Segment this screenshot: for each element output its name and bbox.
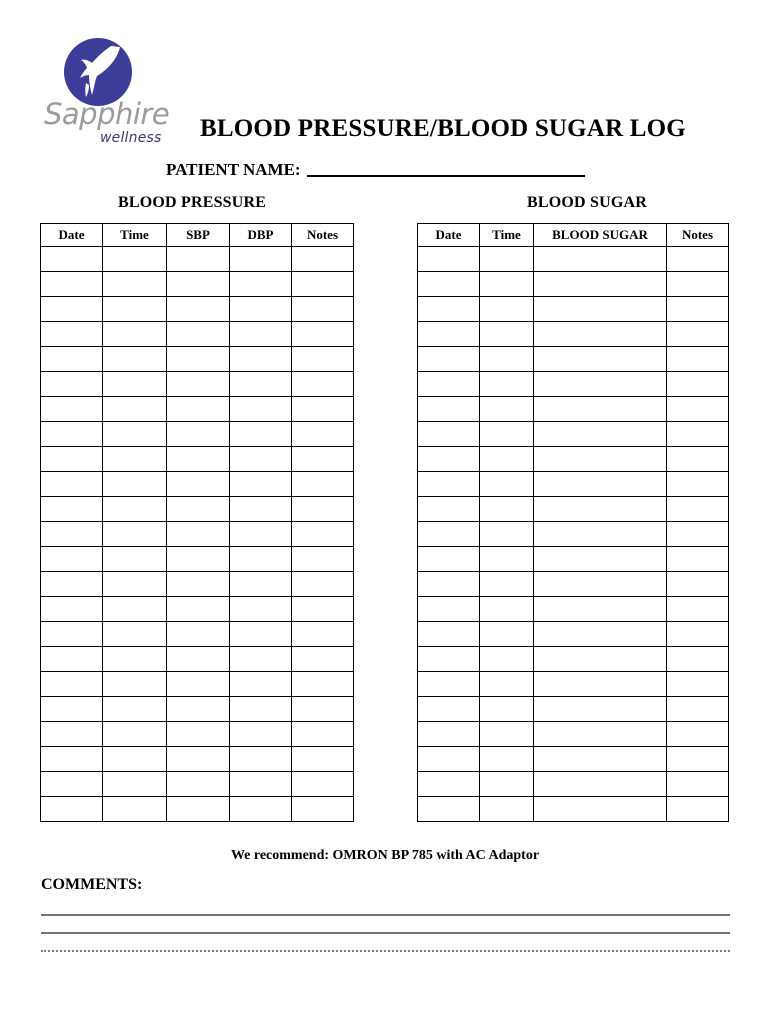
blood-pressure-cell[interactable] bbox=[292, 372, 354, 397]
blood-sugar-cell[interactable] bbox=[418, 322, 480, 347]
blood-pressure-cell[interactable] bbox=[167, 647, 230, 672]
blood-sugar-cell[interactable] bbox=[667, 247, 729, 272]
blood-sugar-cell[interactable] bbox=[667, 272, 729, 297]
blood-pressure-cell[interactable] bbox=[292, 397, 354, 422]
table-row bbox=[41, 447, 354, 472]
blood-sugar-cell[interactable] bbox=[480, 697, 534, 722]
table-row bbox=[418, 797, 729, 822]
table-row bbox=[41, 747, 354, 772]
blood-sugar-cell[interactable] bbox=[667, 397, 729, 422]
blood-pressure-cell[interactable] bbox=[292, 447, 354, 472]
blood-sugar-cell[interactable] bbox=[667, 297, 729, 322]
blood-pressure-column-header: SBP bbox=[167, 224, 230, 247]
blood-pressure-cell[interactable] bbox=[103, 372, 167, 397]
blood-pressure-cell[interactable] bbox=[230, 697, 292, 722]
table-row bbox=[418, 297, 729, 322]
blood-sugar-column-header: Time bbox=[480, 224, 534, 247]
blood-pressure-cell[interactable] bbox=[103, 447, 167, 472]
table-row bbox=[418, 347, 729, 372]
blood-sugar-cell[interactable] bbox=[534, 522, 667, 547]
blood-sugar-cell[interactable] bbox=[480, 672, 534, 697]
blood-pressure-cell[interactable] bbox=[292, 272, 354, 297]
blood-pressure-cell[interactable] bbox=[292, 547, 354, 572]
blood-pressure-cell[interactable] bbox=[41, 397, 103, 422]
comment-line[interactable] bbox=[41, 932, 730, 934]
blood-sugar-cell[interactable] bbox=[480, 347, 534, 372]
blood-pressure-cell[interactable] bbox=[103, 572, 167, 597]
blood-pressure-cell[interactable] bbox=[167, 247, 230, 272]
patient-name-label: PATIENT NAME: bbox=[166, 160, 301, 179]
blood-sugar-cell[interactable] bbox=[534, 772, 667, 797]
blood-pressure-cell[interactable] bbox=[230, 622, 292, 647]
blood-pressure-cell[interactable] bbox=[41, 422, 103, 447]
blood-sugar-cell[interactable] bbox=[534, 347, 667, 372]
blood-sugar-table bbox=[417, 223, 729, 822]
blood-pressure-cell[interactable] bbox=[292, 522, 354, 547]
blood-pressure-cell[interactable] bbox=[41, 772, 103, 797]
blood-pressure-cell[interactable] bbox=[41, 722, 103, 747]
blood-pressure-cell[interactable] bbox=[103, 247, 167, 272]
blood-pressure-cell[interactable] bbox=[292, 497, 354, 522]
blood-pressure-cell[interactable] bbox=[103, 722, 167, 747]
blood-pressure-column-header: DBP bbox=[230, 224, 292, 247]
blood-sugar-cell[interactable] bbox=[480, 522, 534, 547]
blood-pressure-cell[interactable] bbox=[292, 722, 354, 747]
blood-pressure-cell[interactable] bbox=[230, 397, 292, 422]
table-row bbox=[41, 372, 354, 397]
blood-sugar-cell[interactable] bbox=[667, 597, 729, 622]
blood-pressure-cell[interactable] bbox=[292, 597, 354, 622]
blood-pressure-cell[interactable] bbox=[230, 272, 292, 297]
blood-sugar-cell[interactable] bbox=[667, 547, 729, 572]
blood-sugar-cell[interactable] bbox=[418, 447, 480, 472]
blood-sugar-cell[interactable] bbox=[534, 722, 667, 747]
table-row bbox=[41, 672, 354, 697]
blood-sugar-cell[interactable] bbox=[534, 572, 667, 597]
blood-sugar-cell[interactable] bbox=[480, 372, 534, 397]
blood-pressure-cell[interactable] bbox=[167, 772, 230, 797]
table-row bbox=[41, 297, 354, 322]
table-row bbox=[418, 522, 729, 547]
blood-sugar-cell[interactable] bbox=[667, 447, 729, 472]
blood-sugar-cell[interactable] bbox=[534, 622, 667, 647]
blood-pressure-cell[interactable] bbox=[41, 597, 103, 622]
table-row bbox=[418, 747, 729, 772]
blood-pressure-cell[interactable] bbox=[230, 647, 292, 672]
hummingbird-icon bbox=[64, 38, 132, 106]
blood-sugar-cell[interactable] bbox=[418, 522, 480, 547]
blood-pressure-column-header: Time bbox=[103, 224, 167, 247]
brand-tagline: wellness bbox=[100, 130, 162, 146]
blood-sugar-cell[interactable] bbox=[667, 697, 729, 722]
table-row bbox=[41, 247, 354, 272]
blood-sugar-cell[interactable] bbox=[667, 747, 729, 772]
blood-pressure-cell[interactable] bbox=[41, 497, 103, 522]
blood-pressure-cell[interactable] bbox=[103, 672, 167, 697]
blood-sugar-cell[interactable] bbox=[480, 597, 534, 622]
blood-sugar-cell[interactable] bbox=[418, 772, 480, 797]
blood-sugar-cell[interactable] bbox=[480, 397, 534, 422]
blood-sugar-cell[interactable] bbox=[480, 747, 534, 772]
blood-sugar-cell[interactable] bbox=[480, 422, 534, 447]
blood-pressure-cell[interactable] bbox=[103, 272, 167, 297]
patient-name-row bbox=[166, 160, 585, 180]
table-row bbox=[418, 597, 729, 622]
blood-pressure-cell[interactable] bbox=[230, 347, 292, 372]
table-row bbox=[41, 472, 354, 497]
blood-pressure-cell[interactable] bbox=[292, 572, 354, 597]
blood-pressure-cell[interactable] bbox=[41, 522, 103, 547]
blood-pressure-cell[interactable] bbox=[292, 622, 354, 647]
blood-sugar-cell[interactable] bbox=[418, 397, 480, 422]
table-row bbox=[418, 547, 729, 572]
blood-pressure-column-header: Notes bbox=[292, 224, 354, 247]
blood-pressure-cell[interactable] bbox=[292, 672, 354, 697]
table-row bbox=[418, 647, 729, 672]
blood-pressure-cell[interactable] bbox=[167, 497, 230, 522]
blood-pressure-cell[interactable] bbox=[41, 347, 103, 372]
recommendation-text: We recommend: OMRON BP 785 with AC Adaptor bbox=[230, 848, 540, 863]
table-row bbox=[41, 597, 354, 622]
blood-pressure-cell[interactable] bbox=[292, 797, 354, 822]
table-row bbox=[418, 572, 729, 597]
blood-sugar-cell[interactable] bbox=[418, 422, 480, 447]
blood-pressure-cell[interactable] bbox=[230, 372, 292, 397]
blood-pressure-cell[interactable] bbox=[103, 397, 167, 422]
table-header-row bbox=[41, 224, 354, 247]
blood-pressure-cell[interactable] bbox=[230, 747, 292, 772]
table-row bbox=[418, 397, 729, 422]
blood-pressure-cell[interactable] bbox=[292, 747, 354, 772]
blood-pressure-table bbox=[40, 223, 354, 822]
table-row bbox=[41, 647, 354, 672]
blood-pressure-cell[interactable] bbox=[167, 722, 230, 747]
blood-pressure-cell[interactable] bbox=[230, 447, 292, 472]
blood-sugar-cell[interactable] bbox=[667, 522, 729, 547]
blood-sugar-cell[interactable] bbox=[418, 747, 480, 772]
blood-sugar-cell[interactable] bbox=[534, 672, 667, 697]
blood-sugar-cell[interactable] bbox=[480, 247, 534, 272]
blood-pressure-cell[interactable] bbox=[167, 572, 230, 597]
table-row bbox=[418, 472, 729, 497]
brand-logo bbox=[44, 38, 194, 150]
blood-sugar-cell[interactable] bbox=[667, 722, 729, 747]
blood-sugar-cell[interactable] bbox=[667, 672, 729, 697]
blood-pressure-cell[interactable] bbox=[103, 547, 167, 572]
blood-pressure-cell[interactable] bbox=[103, 622, 167, 647]
blood-sugar-cell[interactable] bbox=[534, 297, 667, 322]
blood-sugar-cell[interactable] bbox=[480, 497, 534, 522]
blood-sugar-cell[interactable] bbox=[667, 372, 729, 397]
blood-pressure-cell[interactable] bbox=[167, 747, 230, 772]
blood-sugar-column-header: Date bbox=[418, 224, 480, 247]
blood-pressure-cell[interactable] bbox=[167, 372, 230, 397]
blood-pressure-cell[interactable] bbox=[103, 772, 167, 797]
blood-sugar-cell[interactable] bbox=[480, 297, 534, 322]
blood-pressure-cell[interactable] bbox=[41, 572, 103, 597]
table-row bbox=[41, 497, 354, 522]
blood-sugar-cell[interactable] bbox=[667, 572, 729, 597]
blood-pressure-cell[interactable] bbox=[230, 297, 292, 322]
table-row bbox=[41, 622, 354, 647]
blood-sugar-cell[interactable] bbox=[418, 697, 480, 722]
blood-pressure-cell[interactable] bbox=[167, 447, 230, 472]
table-row bbox=[41, 272, 354, 297]
page-title: BLOOD PRESSURE/BLOOD SUGAR LOG bbox=[200, 115, 686, 142]
blood-sugar-cell[interactable] bbox=[534, 247, 667, 272]
blood-sugar-cell[interactable] bbox=[534, 272, 667, 297]
blood-sugar-cell[interactable] bbox=[418, 247, 480, 272]
blood-pressure-cell[interactable] bbox=[103, 297, 167, 322]
blood-sugar-cell[interactable] bbox=[418, 347, 480, 372]
blood-pressure-cell[interactable] bbox=[41, 547, 103, 572]
blood-sugar-cell[interactable] bbox=[480, 472, 534, 497]
blood-sugar-column-header: BLOOD SUGAR bbox=[534, 224, 667, 247]
blood-pressure-cell[interactable] bbox=[230, 797, 292, 822]
blood-pressure-cell[interactable] bbox=[292, 247, 354, 272]
blood-sugar-cell[interactable] bbox=[667, 622, 729, 647]
table-row bbox=[41, 722, 354, 747]
blood-pressure-cell[interactable] bbox=[41, 747, 103, 772]
blood-pressure-cell[interactable] bbox=[41, 622, 103, 647]
blood-sugar-cell[interactable] bbox=[418, 297, 480, 322]
blood-sugar-cell[interactable] bbox=[480, 547, 534, 572]
table-row bbox=[418, 497, 729, 522]
blood-pressure-cell[interactable] bbox=[41, 472, 103, 497]
table-row bbox=[41, 397, 354, 422]
blood-pressure-cell[interactable] bbox=[167, 347, 230, 372]
blood-sugar-cell[interactable] bbox=[480, 322, 534, 347]
blood-pressure-cell[interactable] bbox=[103, 347, 167, 372]
blood-pressure-cell[interactable] bbox=[103, 522, 167, 547]
blood-pressure-cell[interactable] bbox=[230, 322, 292, 347]
blood-pressure-cell[interactable] bbox=[103, 322, 167, 347]
blood-pressure-cell[interactable] bbox=[230, 722, 292, 747]
blood-sugar-cell[interactable] bbox=[534, 372, 667, 397]
blood-pressure-cell[interactable] bbox=[292, 347, 354, 372]
blood-pressure-cell[interactable] bbox=[292, 322, 354, 347]
blood-sugar-cell[interactable] bbox=[534, 797, 667, 822]
blood-pressure-cell[interactable] bbox=[230, 497, 292, 522]
table-row bbox=[418, 447, 729, 472]
blood-sugar-cell[interactable] bbox=[480, 572, 534, 597]
blood-pressure-cell[interactable] bbox=[167, 597, 230, 622]
blood-sugar-cell[interactable] bbox=[418, 472, 480, 497]
blood-sugar-cell[interactable] bbox=[534, 647, 667, 672]
table-row bbox=[418, 672, 729, 697]
blood-sugar-cell[interactable] bbox=[534, 597, 667, 622]
blood-pressure-cell[interactable] bbox=[292, 647, 354, 672]
blood-pressure-cell[interactable] bbox=[230, 547, 292, 572]
blood-sugar-cell[interactable] bbox=[534, 447, 667, 472]
blood-pressure-cell[interactable] bbox=[41, 322, 103, 347]
blood-sugar-cell[interactable] bbox=[667, 422, 729, 447]
blood-pressure-cell[interactable] bbox=[41, 672, 103, 697]
blood-pressure-cell[interactable] bbox=[167, 522, 230, 547]
table-row bbox=[41, 422, 354, 447]
blood-sugar-cell[interactable] bbox=[418, 547, 480, 572]
blood-sugar-cell[interactable] bbox=[534, 397, 667, 422]
blood-sugar-cell[interactable] bbox=[480, 447, 534, 472]
blood-pressure-cell[interactable] bbox=[230, 522, 292, 547]
blood-pressure-cell[interactable] bbox=[103, 797, 167, 822]
table-row bbox=[41, 322, 354, 347]
blood-sugar-cell[interactable] bbox=[667, 347, 729, 372]
blood-pressure-cell[interactable] bbox=[103, 497, 167, 522]
comment-line[interactable] bbox=[41, 950, 730, 952]
blood-sugar-cell[interactable] bbox=[418, 597, 480, 622]
blood-pressure-cell[interactable] bbox=[41, 647, 103, 672]
blood-pressure-heading: BLOOD PRESSURE bbox=[118, 194, 267, 211]
blood-pressure-cell[interactable] bbox=[41, 247, 103, 272]
comments-label: COMMENTS: bbox=[41, 876, 143, 893]
blood-pressure-cell[interactable] bbox=[167, 697, 230, 722]
blood-pressure-cell[interactable] bbox=[230, 572, 292, 597]
blood-pressure-cell[interactable] bbox=[230, 597, 292, 622]
blood-sugar-cell[interactable] bbox=[418, 497, 480, 522]
table-row bbox=[41, 572, 354, 597]
blood-pressure-cell[interactable] bbox=[167, 397, 230, 422]
blood-sugar-cell[interactable] bbox=[534, 322, 667, 347]
blood-pressure-cell[interactable] bbox=[167, 422, 230, 447]
table-row bbox=[41, 547, 354, 572]
blood-sugar-heading: BLOOD SUGAR bbox=[527, 194, 647, 211]
table-row bbox=[418, 247, 729, 272]
table-row bbox=[418, 622, 729, 647]
table-row bbox=[418, 772, 729, 797]
table-row bbox=[418, 372, 729, 397]
blood-pressure-cell[interactable] bbox=[103, 747, 167, 772]
blood-sugar-cell[interactable] bbox=[667, 772, 729, 797]
brand-wordmark: Sapphire bbox=[44, 97, 170, 131]
blood-pressure-cell[interactable] bbox=[292, 697, 354, 722]
blood-pressure-cell[interactable] bbox=[41, 697, 103, 722]
blood-pressure-cell[interactable] bbox=[292, 772, 354, 797]
blood-pressure-cell[interactable] bbox=[292, 297, 354, 322]
blood-sugar-cell[interactable] bbox=[418, 722, 480, 747]
blood-pressure-cell[interactable] bbox=[103, 697, 167, 722]
blood-pressure-cell[interactable] bbox=[167, 322, 230, 347]
blood-pressure-cell[interactable] bbox=[230, 247, 292, 272]
table-header-row bbox=[418, 224, 729, 247]
blood-pressure-cell[interactable] bbox=[167, 672, 230, 697]
blood-sugar-cell[interactable] bbox=[418, 622, 480, 647]
table-row bbox=[418, 272, 729, 297]
blood-sugar-cell[interactable] bbox=[418, 647, 480, 672]
blood-pressure-cell[interactable] bbox=[167, 622, 230, 647]
blood-sugar-cell[interactable] bbox=[418, 272, 480, 297]
blood-sugar-cell[interactable] bbox=[480, 722, 534, 747]
table-row bbox=[41, 772, 354, 797]
blood-sugar-cell[interactable] bbox=[480, 272, 534, 297]
blood-pressure-cell[interactable] bbox=[230, 422, 292, 447]
blood-pressure-cell[interactable] bbox=[103, 647, 167, 672]
blood-sugar-cell[interactable] bbox=[480, 647, 534, 672]
blood-sugar-cell[interactable] bbox=[667, 322, 729, 347]
blood-pressure-cell[interactable] bbox=[41, 297, 103, 322]
table-row bbox=[418, 322, 729, 347]
blood-pressure-cell[interactable] bbox=[292, 422, 354, 447]
blood-sugar-cell[interactable] bbox=[480, 622, 534, 647]
blood-sugar-cell[interactable] bbox=[480, 797, 534, 822]
patient-name-blank[interactable] bbox=[307, 161, 585, 177]
blood-sugar-cell[interactable] bbox=[534, 472, 667, 497]
blood-sugar-cell[interactable] bbox=[418, 572, 480, 597]
table-row bbox=[41, 522, 354, 547]
blood-pressure-cell[interactable] bbox=[41, 797, 103, 822]
blood-sugar-cell[interactable] bbox=[534, 697, 667, 722]
blood-sugar-cell[interactable] bbox=[418, 372, 480, 397]
blood-sugar-cell[interactable] bbox=[534, 547, 667, 572]
blood-pressure-column-header: Date bbox=[41, 224, 103, 247]
comment-line[interactable] bbox=[41, 914, 730, 916]
table-row bbox=[418, 697, 729, 722]
blood-sugar-cell[interactable] bbox=[418, 672, 480, 697]
blood-pressure-cell[interactable] bbox=[41, 447, 103, 472]
blood-pressure-cell[interactable] bbox=[230, 472, 292, 497]
blood-pressure-cell[interactable] bbox=[41, 272, 103, 297]
blood-sugar-cell[interactable] bbox=[480, 772, 534, 797]
table-row bbox=[41, 797, 354, 822]
blood-sugar-cell[interactable] bbox=[667, 647, 729, 672]
blood-sugar-cell[interactable] bbox=[534, 747, 667, 772]
blood-pressure-cell[interactable] bbox=[167, 547, 230, 572]
blood-pressure-cell[interactable] bbox=[167, 297, 230, 322]
blood-sugar-column-header: Notes bbox=[667, 224, 729, 247]
blood-pressure-cell[interactable] bbox=[103, 472, 167, 497]
table-row bbox=[418, 722, 729, 747]
blood-pressure-cell[interactable] bbox=[292, 472, 354, 497]
blood-pressure-cell[interactable] bbox=[167, 797, 230, 822]
blood-sugar-cell[interactable] bbox=[667, 472, 729, 497]
blood-pressure-cell[interactable] bbox=[103, 597, 167, 622]
blood-sugar-cell[interactable] bbox=[534, 497, 667, 522]
blood-pressure-cell[interactable] bbox=[167, 272, 230, 297]
blood-pressure-cell[interactable] bbox=[41, 372, 103, 397]
blood-pressure-cell[interactable] bbox=[103, 422, 167, 447]
blood-pressure-cell[interactable] bbox=[167, 472, 230, 497]
blood-sugar-cell[interactable] bbox=[534, 422, 667, 447]
blood-sugar-cell[interactable] bbox=[667, 797, 729, 822]
blood-pressure-cell[interactable] bbox=[230, 672, 292, 697]
blood-pressure-cell[interactable] bbox=[230, 772, 292, 797]
table-row bbox=[418, 422, 729, 447]
blood-sugar-cell[interactable] bbox=[418, 797, 480, 822]
table-row bbox=[41, 347, 354, 372]
blood-sugar-cell[interactable] bbox=[667, 497, 729, 522]
table-row bbox=[41, 697, 354, 722]
